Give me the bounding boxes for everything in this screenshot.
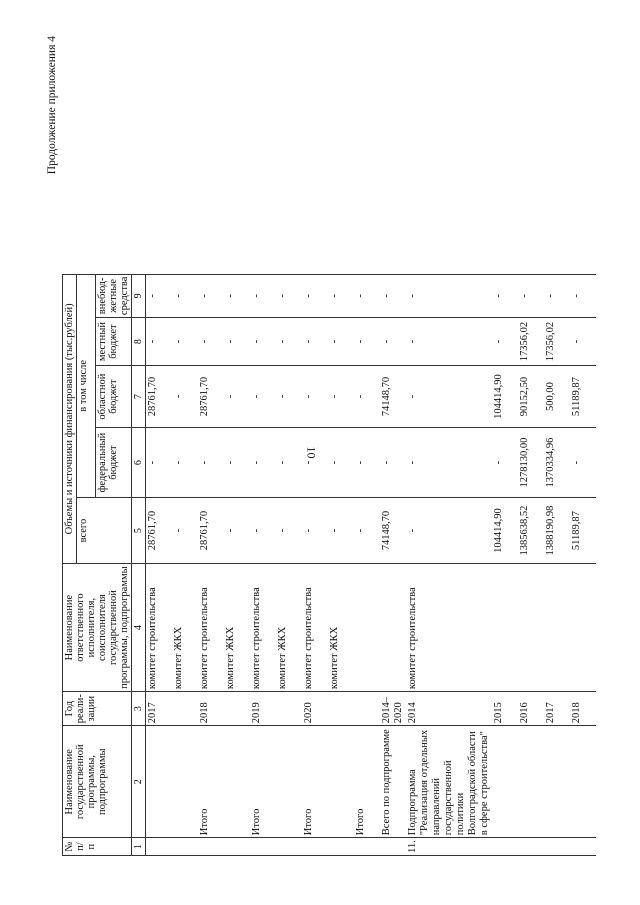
row-executor bbox=[492, 564, 518, 692]
col-number: 7 bbox=[132, 366, 146, 428]
hdr-num: № п/п bbox=[63, 838, 132, 856]
row-local: - bbox=[198, 318, 224, 366]
row-executor bbox=[544, 564, 570, 692]
row-federal: - bbox=[328, 428, 354, 498]
row-extrabudget: - bbox=[570, 274, 596, 318]
row-year: 2016 bbox=[518, 692, 544, 726]
row-extrabudget: - bbox=[198, 274, 224, 318]
row-year bbox=[276, 692, 302, 726]
table-row bbox=[198, 274, 224, 855]
row-year bbox=[354, 692, 380, 726]
row-extrabudget: - bbox=[302, 274, 328, 318]
row-number bbox=[198, 838, 224, 856]
hdr-including: в том числе bbox=[77, 274, 96, 498]
row-extrabudget: - bbox=[406, 274, 492, 318]
table-row bbox=[380, 274, 406, 855]
row-regional: - bbox=[250, 366, 276, 428]
table-row bbox=[302, 274, 328, 855]
row-year: 2015 bbox=[492, 692, 518, 726]
table-row bbox=[570, 274, 596, 855]
hdr-local: местный бюджет bbox=[96, 318, 132, 366]
row-executor bbox=[518, 564, 544, 692]
row-number bbox=[146, 838, 173, 856]
row-local: 17356,02 bbox=[544, 318, 570, 366]
row-regional: 500,00 bbox=[544, 366, 570, 428]
row-executor: комитет ЖКХ bbox=[276, 564, 302, 692]
row-federal: - bbox=[172, 428, 198, 498]
row-regional: 28761,70 bbox=[146, 366, 173, 428]
row-total: 104414,90 bbox=[492, 498, 518, 564]
row-name: Всего по подпрограмме bbox=[380, 726, 406, 838]
row-extrabudget: - bbox=[172, 274, 198, 318]
row-name: Итого bbox=[302, 726, 328, 838]
row-local: - bbox=[328, 318, 354, 366]
row-regional: 104414,90 bbox=[492, 366, 518, 428]
row-local: - bbox=[354, 318, 380, 366]
row-local: - bbox=[276, 318, 302, 366]
row-federal: - bbox=[146, 428, 173, 498]
col-number: 4 bbox=[132, 564, 146, 692]
row-executor: комитет строительства bbox=[198, 564, 224, 692]
hdr-program: Наименование государственной программы, подпрограммы bbox=[63, 726, 132, 838]
row-federal: - bbox=[354, 428, 380, 498]
row-year bbox=[172, 692, 198, 726]
row-year: 2017 bbox=[146, 692, 173, 726]
row-executor: комитет строительства bbox=[302, 564, 328, 692]
row-name: Итого bbox=[250, 726, 276, 838]
row-number bbox=[172, 838, 198, 856]
row-name: Итого bbox=[198, 726, 224, 838]
row-extrabudget: - bbox=[224, 274, 250, 318]
appendix-subtitle: Продолжение приложения 4 bbox=[46, 36, 58, 175]
row-extrabudget: - bbox=[250, 274, 276, 318]
row-name bbox=[328, 726, 354, 838]
row-total: - bbox=[250, 498, 276, 564]
table-row bbox=[224, 274, 250, 855]
row-regional: 51189,87 bbox=[570, 366, 596, 428]
row-name bbox=[276, 726, 302, 838]
table-row bbox=[172, 274, 198, 855]
row-local: - bbox=[380, 318, 406, 366]
row-regional: - bbox=[354, 366, 380, 428]
row-executor: комитет ЖКХ bbox=[224, 564, 250, 692]
table-row bbox=[250, 274, 276, 855]
row-regional: - bbox=[328, 366, 354, 428]
row-federal: - bbox=[492, 428, 518, 498]
row-year: 2018 bbox=[198, 692, 224, 726]
row-number bbox=[302, 838, 328, 856]
row-federal: 1278130,00 bbox=[518, 428, 544, 498]
row-year: 2019 bbox=[250, 692, 276, 726]
row-extrabudget: - bbox=[354, 274, 380, 318]
row-executor: комитет строительства bbox=[406, 564, 492, 692]
col-number: 6 bbox=[132, 428, 146, 498]
rotated-page bbox=[44, 36, 599, 856]
row-local: - bbox=[250, 318, 276, 366]
row-total: 28761,70 bbox=[146, 498, 173, 564]
row-regional: - bbox=[172, 366, 198, 428]
row-federal: - bbox=[250, 428, 276, 498]
row-name bbox=[172, 726, 198, 838]
hdr-volumes: Объемы и источники финансирования (тыс.рублей) bbox=[63, 274, 77, 564]
row-regional: - bbox=[224, 366, 250, 428]
row-name bbox=[518, 726, 544, 838]
row-executor bbox=[354, 564, 380, 692]
hdr-federal: федеральный бюджет bbox=[96, 428, 132, 498]
row-executor: комитет строительства bbox=[146, 564, 173, 692]
row-number bbox=[276, 838, 302, 856]
row-name bbox=[224, 726, 250, 838]
table-row bbox=[146, 274, 173, 855]
table-row bbox=[328, 274, 354, 855]
row-extrabudget: - bbox=[146, 274, 173, 318]
table-row bbox=[518, 274, 544, 855]
row-federal: - bbox=[406, 428, 492, 498]
row-federal: - bbox=[276, 428, 302, 498]
row-extrabudget: - bbox=[544, 274, 570, 318]
col-number: 9 bbox=[132, 274, 146, 318]
row-number bbox=[328, 838, 354, 856]
row-federal: 1370334,96 bbox=[544, 428, 570, 498]
row-year: 2017 bbox=[544, 692, 570, 726]
row-name bbox=[492, 726, 518, 838]
table-body bbox=[146, 274, 597, 855]
hdr-regional: областной бюджет bbox=[96, 366, 132, 428]
row-name: Итого bbox=[354, 726, 380, 838]
row-local: - bbox=[172, 318, 198, 366]
row-year: 2014–2020 bbox=[380, 692, 406, 726]
row-federal: - bbox=[198, 428, 224, 498]
table-row bbox=[276, 274, 302, 855]
col-number: 1 bbox=[132, 838, 146, 856]
row-name bbox=[146, 726, 173, 838]
hdr-total: всего bbox=[77, 498, 132, 564]
row-extrabudget: - bbox=[518, 274, 544, 318]
row-total: - bbox=[276, 498, 302, 564]
row-local: 17356,02 bbox=[518, 318, 544, 366]
financing-table bbox=[62, 274, 596, 856]
row-number bbox=[224, 838, 250, 856]
row-total: 51189,87 bbox=[570, 498, 596, 564]
row-total: 28761,70 bbox=[198, 498, 224, 564]
table-row bbox=[492, 274, 518, 855]
row-number: 11. bbox=[406, 838, 492, 856]
row-number bbox=[570, 838, 596, 856]
row-regional: 28761,70 bbox=[198, 366, 224, 428]
row-total: 1388190,98 bbox=[544, 498, 570, 564]
row-federal: - bbox=[380, 428, 406, 498]
row-extrabudget: - bbox=[328, 274, 354, 318]
row-local: - bbox=[146, 318, 173, 366]
table-row bbox=[406, 274, 492, 855]
row-regional: - bbox=[276, 366, 302, 428]
row-extrabudget: - bbox=[380, 274, 406, 318]
col-number: 8 bbox=[132, 318, 146, 366]
row-executor bbox=[570, 564, 596, 692]
row-extrabudget: - bbox=[492, 274, 518, 318]
row-total: - bbox=[406, 498, 492, 564]
row-number bbox=[518, 838, 544, 856]
row-number bbox=[354, 838, 380, 856]
row-regional: 74148,70 bbox=[380, 366, 406, 428]
table-row bbox=[354, 274, 380, 855]
row-total: - bbox=[354, 498, 380, 564]
hdr-executor: Наименование ответственного исполнителя, соисполнителя государственной программы, подпрограммы bbox=[63, 564, 132, 692]
row-total: - bbox=[224, 498, 250, 564]
row-year: 2020 bbox=[302, 692, 328, 726]
row-name bbox=[544, 726, 570, 838]
row-executor: комитет ЖКХ bbox=[172, 564, 198, 692]
col-number: 3 bbox=[132, 692, 146, 726]
row-executor: комитет ЖКХ bbox=[328, 564, 354, 692]
col-number: 5 bbox=[132, 498, 146, 564]
row-year bbox=[328, 692, 354, 726]
row-federal: - bbox=[570, 428, 596, 498]
row-name: Подпрограмма "Реализация отдельных направлений государственной политики Волгоградской области в сфере строительства" bbox=[406, 726, 492, 838]
col-number: 2 bbox=[132, 726, 146, 838]
row-name bbox=[570, 726, 596, 838]
row-local: - bbox=[302, 318, 328, 366]
row-extrabudget: - bbox=[276, 274, 302, 318]
row-federal: - bbox=[302, 428, 328, 498]
hdr-year: Год реали-зации bbox=[63, 692, 132, 726]
row-year: 2018 bbox=[570, 692, 596, 726]
row-total: - bbox=[302, 498, 328, 564]
table-row bbox=[544, 274, 570, 855]
row-executor bbox=[380, 564, 406, 692]
hdr-extrabudget: внебюд-жетные средства bbox=[96, 274, 132, 318]
row-number bbox=[492, 838, 518, 856]
row-total: - bbox=[172, 498, 198, 564]
row-local: - bbox=[406, 318, 492, 366]
row-regional: - bbox=[406, 366, 492, 428]
row-federal: - bbox=[224, 428, 250, 498]
row-regional: - bbox=[302, 366, 328, 428]
row-year bbox=[224, 692, 250, 726]
row-number bbox=[544, 838, 570, 856]
row-total: 1385638,52 bbox=[518, 498, 544, 564]
row-local: - bbox=[570, 318, 596, 366]
row-number bbox=[380, 838, 406, 856]
row-local: - bbox=[492, 318, 518, 366]
row-regional: 90152,50 bbox=[518, 366, 544, 428]
row-year: 2014 bbox=[406, 692, 492, 726]
page-number: 10 bbox=[304, 446, 319, 459]
row-number bbox=[250, 838, 276, 856]
row-local: - bbox=[224, 318, 250, 366]
row-executor: комитет строительства bbox=[250, 564, 276, 692]
row-total: 74148,70 bbox=[380, 498, 406, 564]
row-total: - bbox=[328, 498, 354, 564]
